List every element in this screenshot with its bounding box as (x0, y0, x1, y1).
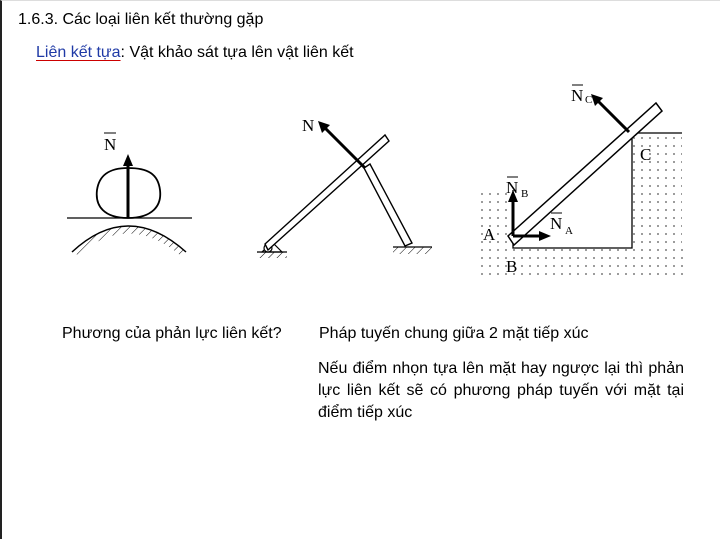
force-label-n: N (302, 116, 315, 135)
answer-text: Pháp tuyến chung giữa 2 mặt tiếp xúc (319, 325, 589, 342)
figure-body-on-curved-surface (67, 133, 192, 255)
point-c-label: C (640, 145, 652, 164)
pin-ground-hatch (257, 252, 287, 258)
subtitle-term: Liên kết tựa (36, 44, 121, 61)
force-a-subscript: A (565, 225, 573, 237)
force-label-n: N (104, 135, 117, 154)
rod-2 (364, 164, 412, 246)
curved-support-hatch (72, 226, 186, 255)
force-b-subscript: B (521, 188, 529, 200)
reaction-force-arrow (325, 128, 365, 168)
force-a-label: N (550, 214, 563, 233)
slide-heading: 1.6.3. Các loại liên kết thường gặp (18, 11, 264, 28)
rod-2-ground-hatch (393, 247, 432, 254)
point-b-label: B (506, 257, 518, 276)
floor-hatch (513, 248, 683, 275)
question-text: Phương của phản lực liên kết? (62, 325, 282, 342)
point-a-label: A (483, 225, 496, 244)
normal-force-arrowhead (123, 154, 133, 166)
force-c-subscript: C (585, 94, 593, 106)
rod-1 (265, 135, 389, 250)
force-c-arrow (598, 101, 629, 132)
subtitle-definition: : Vật khảo sát tựa lên vật liên kết (120, 44, 354, 61)
figure-rod-on-corner (257, 116, 432, 258)
force-c-label: N (571, 86, 584, 105)
figure-rod-in-corner (480, 85, 683, 276)
force-b-label: N (506, 178, 519, 197)
note-text: Nếu điểm nhọn tựa lên mặt hay ngược lại thì phản lực liên kết sẽ có phương pháp tuyến với mặt tại điểm tiếp xúc (318, 360, 684, 421)
